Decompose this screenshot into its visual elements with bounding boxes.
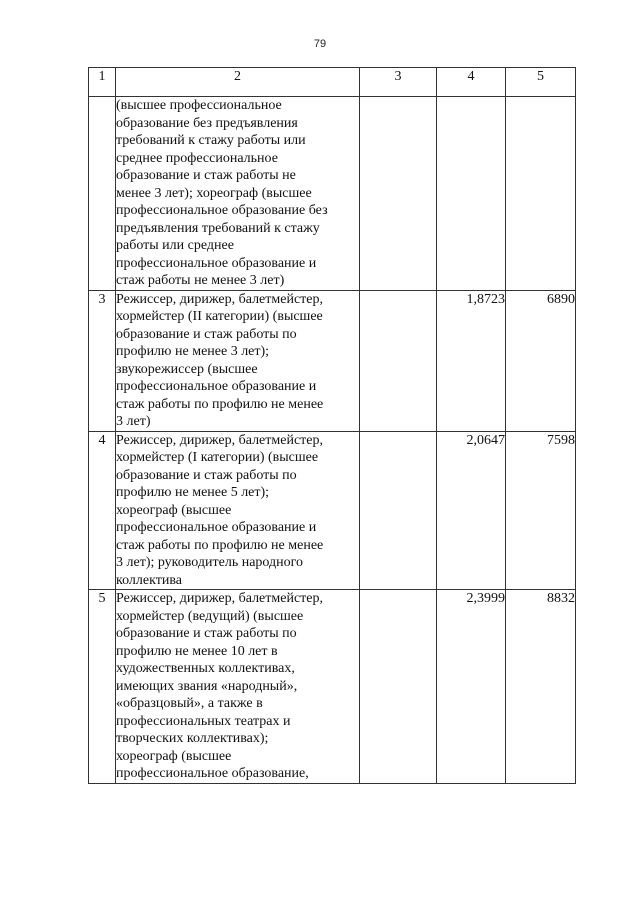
- amount-cell: 7598: [506, 431, 576, 590]
- row-number: 3: [89, 290, 116, 431]
- coefficient-cell: 2,0647: [437, 431, 506, 590]
- column-3-cell: [360, 97, 437, 291]
- row-number: [89, 97, 116, 291]
- row-number: 4: [89, 431, 116, 590]
- table-header-row: [89, 68, 576, 97]
- page-number: 79: [313, 38, 327, 50]
- position-description: [116, 431, 360, 590]
- coefficient-cell: 1,8723: [437, 290, 506, 431]
- header-cell-3: 3: [360, 68, 437, 97]
- header-cell-5: 5: [506, 68, 576, 97]
- position-description-text: Режиссер, дирижер, балетмейстер, хормейстер (ведущий) (высшее образование и стаж работы по профилю не менее 10 лет в художественных коллективах, имеющих звания «народный», «образцовый», а также в профессиональных театрах и творческих коллективах); хореограф (высшее профессиональное образование,: [116, 591, 323, 781]
- table-row: [89, 431, 576, 590]
- table-row: [89, 97, 576, 291]
- column-3-cell: [360, 431, 437, 590]
- amount-cell: 6890: [506, 290, 576, 431]
- header-cell-1: 1: [89, 68, 116, 97]
- position-description: [116, 290, 360, 431]
- column-3-cell: [360, 590, 437, 784]
- position-description: [116, 590, 360, 784]
- table-row: [89, 590, 576, 784]
- position-description-text: Режиссер, дирижер, балетмейстер, хормейстер (I категории) (высшее образование и стаж работы по профилю не менее 5 лет); хореограф (высшее профессиональное образование и стаж работы по профилю не менее 3 лет); руководитель народного коллектива: [116, 432, 324, 588]
- table-row: [89, 290, 576, 431]
- position-description-text: (высшее профессиональное образование без предъявления требований к стажу работы или среднее профессиональное образование и стаж работы не менее 3 лет); хореограф (высшее профессиональное образование без предъявления требований к стажу работы или среднее профессиональное образование и стаж работы не менее 3 лет): [116, 98, 328, 288]
- amount-cell: 8832: [506, 590, 576, 784]
- header-cell-4: 4: [437, 68, 506, 97]
- salary-table: [88, 67, 576, 784]
- row-number: 5: [89, 590, 116, 784]
- position-description-text: Режиссер, дирижер, балетмейстер, хормейстер (II категории) (высшее образование и стаж работы по профилю не менее 3 лет); звукорежиссер (высшее профессиональное образование и стаж работы по профилю не менее 3 лет): [116, 291, 324, 429]
- coefficient-cell: [437, 97, 506, 291]
- header-cell-2: 2: [116, 68, 360, 97]
- column-3-cell: [360, 290, 437, 431]
- coefficient-cell: 2,3999: [437, 590, 506, 784]
- position-description: [116, 97, 360, 291]
- amount-cell: [506, 97, 576, 291]
